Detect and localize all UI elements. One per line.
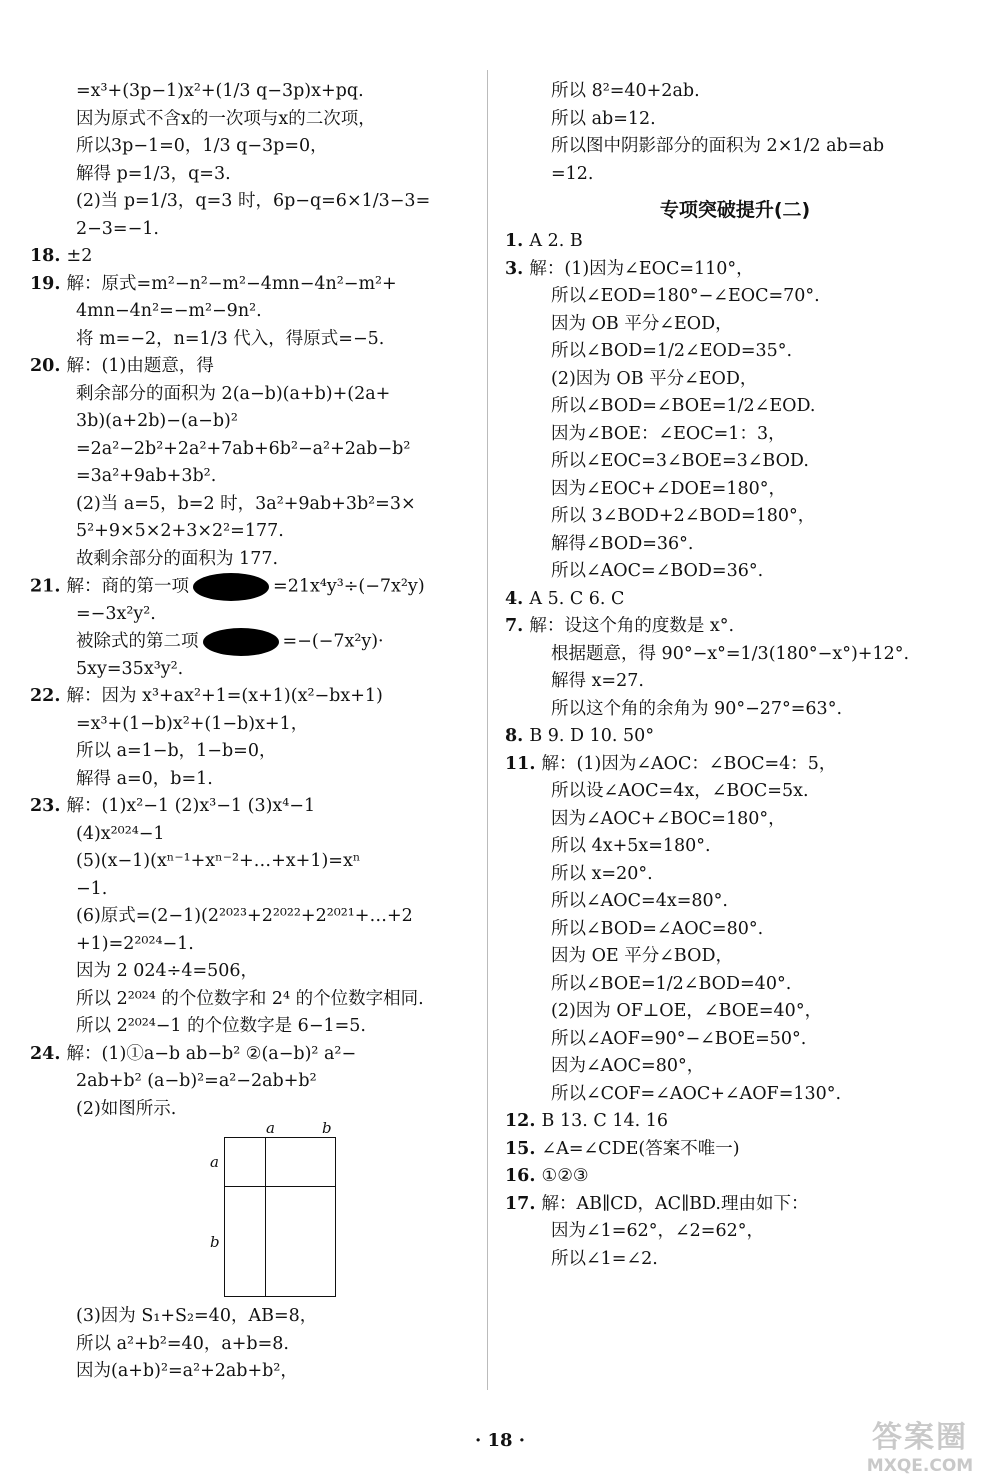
line-text: (3)因为 S₁+S₂=40，AB=8， <box>76 1306 318 1326</box>
text-line <box>30 436 470 464</box>
text-line <box>30 1068 470 1096</box>
text-line <box>30 216 470 244</box>
right-bottom-lines <box>505 228 965 1273</box>
text-line <box>30 188 470 216</box>
question-number: 17. <box>505 1193 542 1214</box>
horizontal-divider-line <box>225 1186 335 1187</box>
text-line <box>505 1026 965 1054</box>
question-number: 12. <box>505 1111 542 1131</box>
line-text: ±2 <box>66 246 93 266</box>
text-line <box>30 271 470 299</box>
column-divider <box>487 70 488 1390</box>
figure-side-label-a: a <box>210 1153 219 1171</box>
text-line <box>505 723 965 751</box>
page-number: · 18 · <box>474 1430 526 1451</box>
text-line <box>30 518 470 546</box>
text-line <box>30 1096 470 1124</box>
text-line <box>30 1013 470 1041</box>
line-text: 因为∠BOE：∠EOC=1：3， <box>551 423 786 444</box>
question-number: 7. <box>505 616 530 636</box>
line-text: 所以∠AOF=90°−∠BOE=50°. <box>551 1028 807 1049</box>
line-text: 解：(1)由题意，得 <box>66 356 214 376</box>
line-text: 因为∠AOC=80°， <box>551 1056 705 1076</box>
question-number: 4. <box>505 588 530 609</box>
text-line <box>30 766 470 794</box>
text-line <box>505 476 965 504</box>
text-line <box>505 1081 965 1109</box>
line-text: 所以图中阴影部分的面积为 2×1/2 ab=ab <box>551 136 885 156</box>
line-text: 所以 2²⁰²⁴−1 的个位数字是 6−1=5. <box>76 1016 366 1036</box>
right-top-lines <box>505 78 965 188</box>
text-line <box>30 876 470 904</box>
text-line <box>30 1358 470 1386</box>
text-line <box>505 668 965 696</box>
line-text: 因为∠1=62°，∠2=62°， <box>551 1221 764 1241</box>
line-text: 所以∠AOC=∠BOD=36°. <box>551 561 764 581</box>
watermark-logo-text: 答案圈 <box>872 1420 968 1455</box>
text-line <box>30 408 470 436</box>
line-text: (2)因为 OB 平分∠EOD， <box>551 368 758 389</box>
text-line <box>505 558 965 586</box>
line-text: 解：设这个角的度数是 x°. <box>529 616 735 636</box>
line-text: 2−3=−1. <box>76 218 159 239</box>
line-text: 所以 a=1−b，1−b=0， <box>76 741 277 761</box>
line-text: 解得∠BOD=36°. <box>551 533 694 554</box>
line-text: 所以 ab=12. <box>551 108 656 129</box>
line-text-after: =−(−7x²y)· <box>282 631 384 652</box>
line-text: 5²+9×5×2+3×2²=177. <box>76 521 284 541</box>
text-line <box>505 338 965 366</box>
text-line <box>505 106 965 134</box>
question-number: 20. <box>30 356 67 376</box>
section-title: 专项突破提升(二) <box>659 199 811 221</box>
text-line <box>30 601 470 629</box>
line-text: 所以∠1=∠2. <box>551 1248 658 1269</box>
line-text: 所以∠COF=∠AOC+∠AOF=130°. <box>551 1083 842 1104</box>
line-text: B 9. D 10. 50° <box>529 726 655 746</box>
line-text: 5xy=35x³y². <box>76 658 184 679</box>
question-number: 18. <box>30 246 67 266</box>
text-line <box>30 106 470 134</box>
text-line <box>505 133 965 161</box>
text-line <box>30 793 470 821</box>
text-line <box>30 298 470 326</box>
text-line <box>30 986 470 1014</box>
line-text: =12. <box>551 163 594 184</box>
text-line <box>30 491 470 519</box>
line-text: 解得 p=1/3，q=3. <box>76 163 231 184</box>
text-line <box>505 1191 965 1219</box>
line-text: 所以设∠AOC=4x，∠BOC=5x. <box>551 781 809 801</box>
text-line <box>505 1053 965 1081</box>
right-column <box>505 78 965 1273</box>
line-text: (2)当 a=5，b=2 时，3a²+9ab+3b²=3× <box>76 493 416 514</box>
line-text: 因为 2 024÷4=506， <box>76 961 259 981</box>
left-lines <box>30 78 470 1123</box>
line-text: A 5. C 6. C <box>529 588 625 609</box>
line-text: 所以 3∠BOD+2∠BOD=180°， <box>551 506 816 526</box>
line-text: −1. <box>76 878 108 899</box>
line-text: (2)当 p=1/3，q=3 时，6p−q=6×1/3−3= <box>76 191 431 211</box>
line-text: 因为 OB 平分∠EOD， <box>551 313 733 334</box>
question-number: 15. <box>505 1138 542 1159</box>
line-text: (4)x²⁰²⁴−1 <box>76 823 165 844</box>
text-line <box>505 503 965 531</box>
text-line <box>505 1108 965 1136</box>
text-line <box>30 573 470 601</box>
line-text: 4mn−4n²=−m²−9n². <box>76 301 262 321</box>
question-number: 3. <box>505 258 530 279</box>
text-line <box>30 656 470 684</box>
question-number: 11. <box>505 753 542 774</box>
text-line <box>505 1246 965 1274</box>
text-line <box>30 738 470 766</box>
ink-blot <box>193 573 269 601</box>
line-text: 所以 x=20°. <box>551 863 653 884</box>
line-text: 所以 8²=40+2ab. <box>551 81 700 101</box>
text-line <box>505 641 965 669</box>
text-line <box>505 806 965 834</box>
line-text: A 2. B <box>529 231 583 251</box>
question-number: 16. <box>505 1166 542 1186</box>
text-line <box>505 161 965 189</box>
text-line <box>505 421 965 449</box>
question-number: 23. <box>30 796 67 816</box>
text-line <box>30 848 470 876</box>
line-text: 所以∠BOD=∠BOE=1/2∠EOD. <box>551 396 816 416</box>
text-line <box>30 821 470 849</box>
text-line <box>505 531 965 559</box>
text-line <box>505 943 965 971</box>
line-text: 解得 x=27. <box>551 671 644 691</box>
ink-blot <box>203 628 279 656</box>
line-text: 所以 a²+b²=40，a+b=8. <box>76 1333 289 1354</box>
line-text: 因为(a+b)²=a²+2ab+b²， <box>76 1361 298 1381</box>
text-line <box>30 243 470 271</box>
line-text: 被除式的第二项 <box>76 631 199 652</box>
line-text: =2a²−2b²+2a²+7ab+6b²−a²+2ab−b² <box>76 438 411 459</box>
text-line <box>30 1331 470 1359</box>
text-line <box>505 366 965 394</box>
left-after-figure <box>30 1303 470 1386</box>
text-line <box>505 613 965 641</box>
line-text: 将 m=−2，n=1/3 代入，得原式=−5. <box>76 328 385 349</box>
line-text: 解得 a=0，b=1. <box>76 768 213 789</box>
line-text: B 13. C 14. 16 <box>541 1111 668 1131</box>
left-column <box>30 78 470 1386</box>
text-line <box>30 1041 470 1069</box>
line-text: (5)(x−1)(xⁿ⁻¹+xⁿ⁻²+…+x+1)=xⁿ <box>76 851 361 871</box>
text-line <box>505 833 965 861</box>
text-line <box>505 393 965 421</box>
line-text: 故剩余部分的面积为 177. <box>76 548 279 569</box>
text-line <box>505 586 965 614</box>
line-text: 解：AB∥CD，AC∥BD.理由如下： <box>541 1193 809 1214</box>
line-text: 所以∠AOC=4x=80°. <box>551 891 728 911</box>
text-line <box>505 861 965 889</box>
text-line <box>505 778 965 806</box>
text-line <box>505 971 965 999</box>
text-line <box>505 916 965 944</box>
text-line <box>30 683 470 711</box>
text-line <box>30 931 470 959</box>
line-text: 2ab+b² (a−b)²=a²−2ab+b² <box>76 1071 317 1091</box>
question-number: 1. <box>505 231 530 251</box>
text-line <box>30 958 470 986</box>
text-line <box>505 888 965 916</box>
line-text: 3b)(a+2b)−(a−b)² <box>76 411 238 431</box>
line-text: 所以3p−1=0，1/3 q−3p=0， <box>76 136 328 156</box>
figure-top-label-a: a <box>266 1119 275 1137</box>
text-line <box>30 161 470 189</box>
line-text: 因为∠EOC+∠DOE=180°， <box>551 478 786 499</box>
line-text: =x³+(1−b)x²+(1−b)x+1， <box>76 713 309 734</box>
line-text: ∠A=∠CDE(答案不唯一) <box>541 1138 740 1159</box>
line-text: 所以这个角的余角为 90°−27°=63°. <box>551 698 843 719</box>
text-line <box>505 1218 965 1246</box>
line-text: 因为原式不含x的一次项与x的二次项， <box>76 108 376 129</box>
question-number: 21. <box>30 576 67 597</box>
text-line <box>505 1136 965 1164</box>
vertical-divider-line <box>265 1138 266 1296</box>
line-text: 所以 4x+5x=180°. <box>551 836 711 856</box>
line-text: =−3x²y². <box>76 603 156 624</box>
text-line <box>505 751 965 779</box>
line-text: 解：(1)①a−b ab−b² ②(a−b)² a²− <box>66 1043 357 1064</box>
text-line <box>505 228 965 256</box>
text-line <box>30 628 470 656</box>
text-line <box>30 463 470 491</box>
text-line <box>505 1163 965 1191</box>
line-text: 因为 OE 平分∠BOD， <box>551 946 733 966</box>
text-line <box>505 256 965 284</box>
text-line <box>30 381 470 409</box>
line-text: 所以 2²⁰²⁴ 的个位数字和 2⁴ 的个位数字相同. <box>76 988 424 1009</box>
text-line <box>30 353 470 381</box>
line-text: 剩余部分的面积为 2(a−b)(a+b)+(2a+ <box>76 383 391 404</box>
figure-top-label-b: b <box>322 1119 332 1137</box>
text-line <box>505 311 965 339</box>
text-line <box>30 1303 470 1331</box>
line-text: 所以∠BOD=∠AOC=80°. <box>551 918 764 939</box>
line-text: ①②③ <box>541 1166 589 1186</box>
line-text: 所以∠EOC=3∠BOE=3∠BOD. <box>551 451 809 471</box>
line-text: 所以∠BOD=1/2∠EOD=35°. <box>551 341 793 361</box>
text-line <box>505 448 965 476</box>
question-number: 22. <box>30 686 67 706</box>
text-line <box>30 546 470 574</box>
text-line <box>30 903 470 931</box>
question-number: 24. <box>30 1043 67 1064</box>
line-text: (2)因为 OF⊥OE，∠BOE=40°， <box>551 1001 823 1021</box>
line-text: 所以∠EOD=180°−∠EOC=70°. <box>551 286 820 306</box>
line-text: (6)原式=(2−1)(2²⁰²³+2²⁰²²+2²⁰²¹+…+2 <box>76 906 413 926</box>
line-text: =3a²+9ab+3b². <box>76 466 217 486</box>
line-text: 解：因为 x³+ax²+1=(x+1)(x²−bx+1) <box>66 686 383 706</box>
line-text-after: =21x⁴y³÷(−7x²y) <box>273 576 425 597</box>
text-line <box>505 283 965 311</box>
line-text: 根据题意，得 90°−x°=1/3(180°−x°)+12°. <box>551 643 910 664</box>
question-number: 8. <box>505 726 530 746</box>
line-text: (2)如图所示. <box>76 1098 177 1119</box>
line-text: 解：(1)因为∠AOC：∠BOC=4：5， <box>541 753 837 774</box>
question-number: 19. <box>30 273 67 294</box>
line-text: 解：(1)因为∠EOC=110°， <box>529 258 754 279</box>
text-line <box>30 326 470 354</box>
text-line <box>505 696 965 724</box>
line-text: 解：(1)x²−1 (2)x³−1 (3)x⁴−1 <box>66 796 316 816</box>
area-figure <box>30 1119 470 1303</box>
watermark-url: MXQE.COM <box>866 1456 974 1476</box>
text-line <box>30 133 470 161</box>
figure-side-label-b: b <box>210 1233 220 1251</box>
line-text: 所以∠BOE=1/2∠BOD=40°. <box>551 973 792 994</box>
square-diagram <box>224 1137 336 1297</box>
site-watermark <box>860 1412 980 1476</box>
text-line <box>505 998 965 1026</box>
line-text: 因为∠AOC+∠BOC=180°， <box>551 808 786 829</box>
text-line <box>30 711 470 739</box>
text-line <box>30 78 470 106</box>
line-text: 解：原式=m²−n²−m²−4mn−4n²−m²+ <box>66 273 397 294</box>
text-line <box>505 78 965 106</box>
line-text: +1)=2²⁰²⁴−1. <box>76 933 194 954</box>
line-text: =x³+(3p−1)x²+(1/3 q−3p)x+pq. <box>76 81 364 101</box>
line-text: 解：商的第一项 <box>66 576 190 597</box>
